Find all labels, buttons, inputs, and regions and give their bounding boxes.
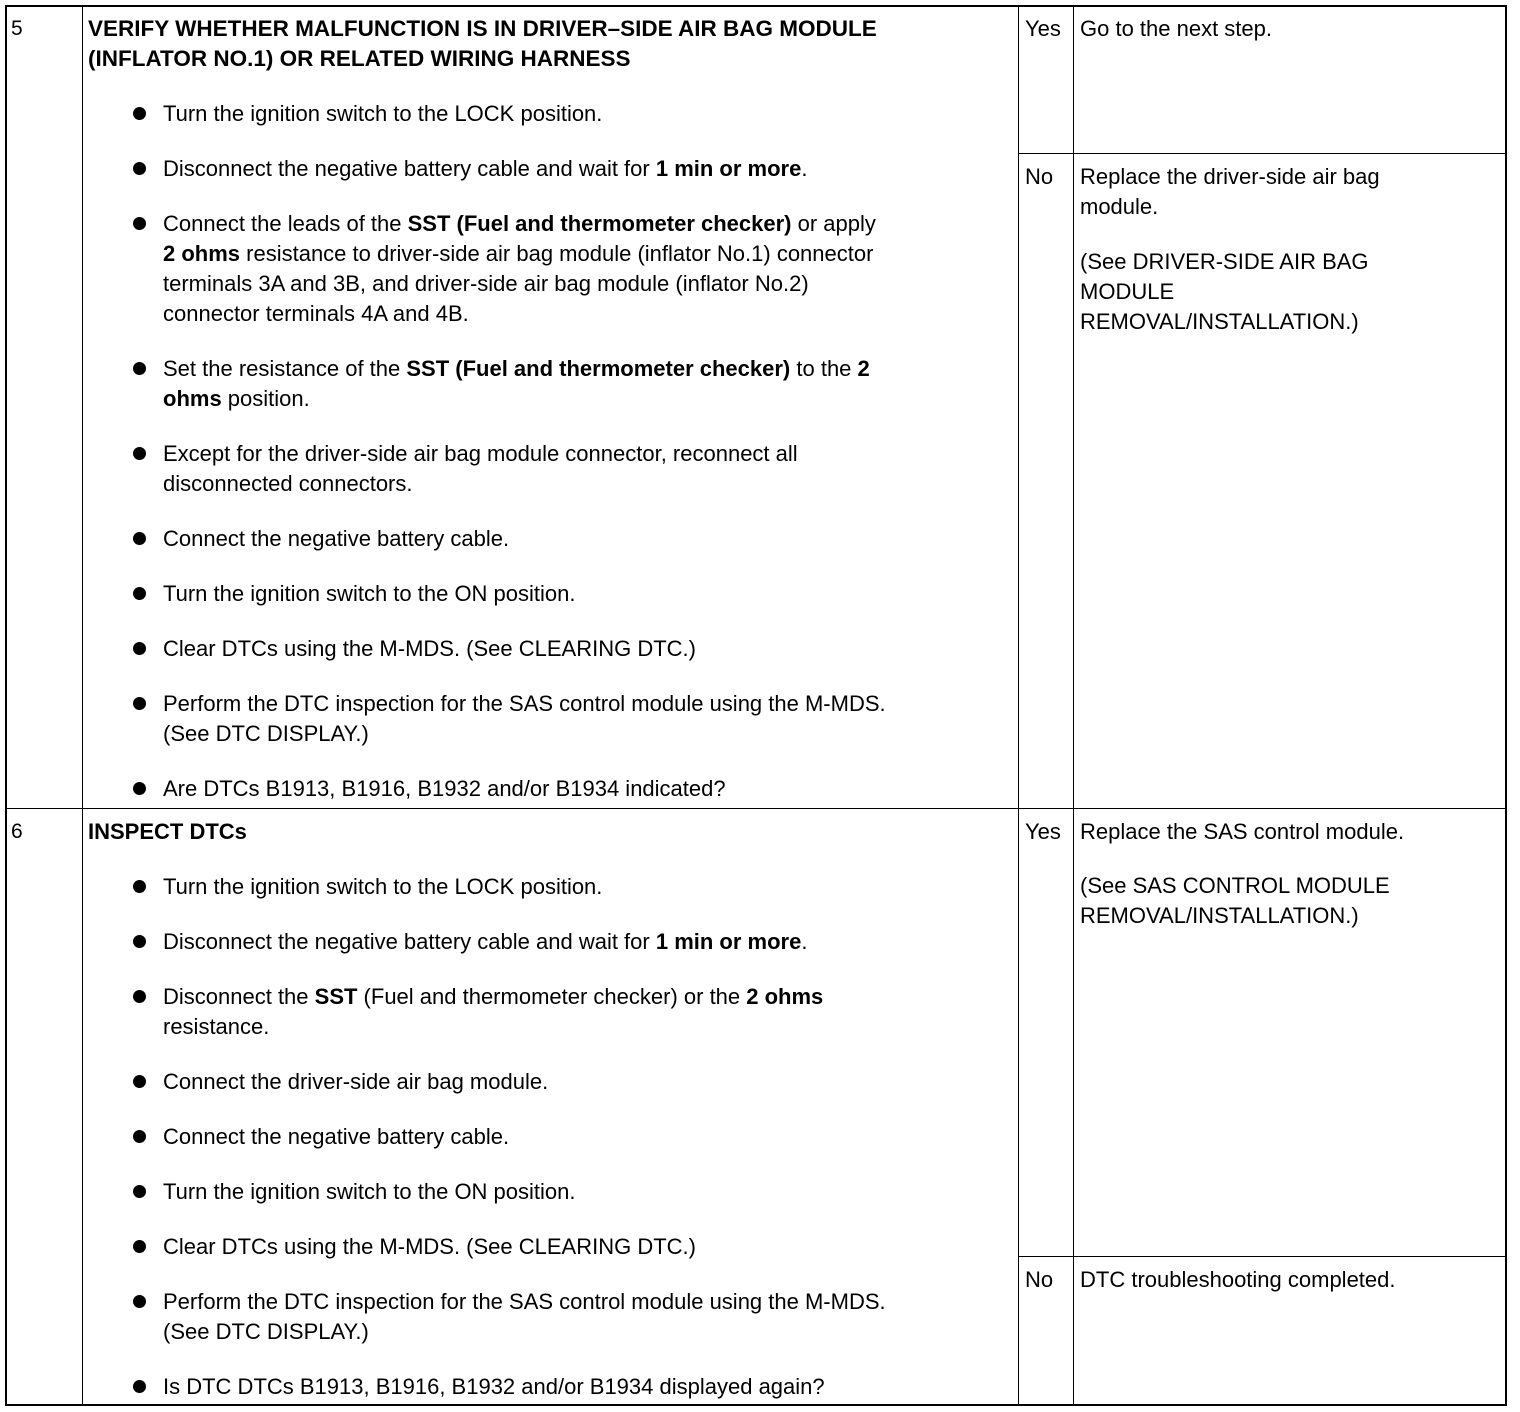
instruction-text: (See DTC DISPLAY.) [163, 721, 369, 746]
bullet-icon [133, 782, 146, 795]
instruction-text: Connect the leads of the SST (Fuel and thermometer checker) or apply [163, 211, 876, 236]
bullet-icon [133, 990, 146, 1003]
instruction-text: Disconnect the negative battery cable and wait for 1 min or more. [163, 156, 808, 181]
instruction-text: resistance. [163, 1014, 270, 1039]
row-divider-step5-step6 [5, 808, 1507, 809]
instruction-text: connector terminals 4A and 4B. [163, 301, 469, 326]
instruction-text: 2 ohms resistance to driver-side air bag module (inflator No.1) connector [163, 241, 874, 266]
bullet-icon [133, 880, 146, 893]
bullet-icon [133, 1130, 146, 1143]
yes-action: Replace the SAS control module. [1080, 819, 1405, 844]
bullet-icon [133, 1380, 146, 1393]
column-divider-result [1073, 5, 1074, 1406]
no-label: No [1025, 164, 1054, 189]
instruction-text: Connect the negative battery cable. [163, 1124, 510, 1149]
step-title: INSPECT DTCs [88, 819, 247, 844]
yes-reference: (See SAS CONTROL MODULE [1080, 873, 1390, 898]
instruction-text: disconnected connectors. [163, 471, 413, 496]
instruction-text: Except for the driver-side air bag module connector, reconnect all [163, 441, 798, 466]
step-number: 5 [11, 17, 23, 40]
no-action: DTC troubleshooting completed. [1080, 1267, 1396, 1292]
yes-action: Go to the next step. [1080, 16, 1273, 41]
instruction-text: Set the resistance of the SST (Fuel and thermometer checker) to the 2 [163, 356, 870, 381]
step-title: VERIFY WHETHER MALFUNCTION IS IN DRIVER–SIDE AIR BAG MODULE [88, 16, 877, 41]
instruction-text: Turn the ignition switch to the ON position. [163, 1179, 576, 1204]
instruction-text: Clear DTCs using the M-MDS. (See CLEARING DTC.) [163, 1234, 696, 1259]
instruction-text: Disconnect the SST (Fuel and thermometer checker) or the 2 ohms [163, 984, 824, 1009]
bullet-icon [133, 935, 146, 948]
no-reference: MODULE [1080, 279, 1175, 304]
column-divider-action [1018, 5, 1019, 1406]
instruction-text: Connect the driver-side air bag module. [163, 1069, 549, 1094]
no-label: No [1025, 1267, 1054, 1292]
bullet-icon [133, 587, 146, 600]
column-divider-step [82, 5, 83, 1406]
no-reference: REMOVAL/INSTALLATION.) [1080, 309, 1359, 334]
no-reference: (See DRIVER-SIDE AIR BAG [1080, 249, 1369, 274]
instruction-text: Turn the ignition switch to the ON position. [163, 581, 576, 606]
instruction-text: Perform the DTC inspection for the SAS control module using the M-MDS. [163, 691, 886, 716]
bullet-icon [133, 532, 146, 545]
yes-label: Yes [1025, 16, 1061, 41]
bullet-icon [133, 447, 146, 460]
bullet-icon [133, 1295, 146, 1308]
step-title: (INFLATOR NO.1) OR RELATED WIRING HARNESS [88, 46, 631, 71]
instruction-text: Disconnect the negative battery cable and wait for 1 min or more. [163, 929, 808, 954]
bullet-icon [133, 107, 146, 120]
instruction-text: terminals 3A and 3B, and driver-side air bag module (inflator No.2) [163, 271, 809, 296]
yes-label: Yes [1025, 819, 1061, 844]
instruction-text: Perform the DTC inspection for the SAS control module using the M-MDS. [163, 1289, 886, 1314]
instruction-text: (See DTC DISPLAY.) [163, 1319, 369, 1344]
instruction-text: Turn the ignition switch to the LOCK position. [163, 101, 603, 126]
instruction-text: Connect the negative battery cable. [163, 526, 510, 551]
bullet-icon [133, 162, 146, 175]
bullet-icon [133, 362, 146, 375]
instruction-text: ohms position. [163, 386, 310, 411]
instruction-text: Clear DTCs using the M-MDS. (See CLEARING DTC.) [163, 636, 696, 661]
bullet-icon [133, 217, 146, 230]
step-number: 6 [11, 820, 23, 843]
row-divider-step5-yes-no [1018, 153, 1507, 154]
bullet-icon [133, 642, 146, 655]
row-divider-step6-yes-no [1018, 1256, 1507, 1257]
yes-reference: REMOVAL/INSTALLATION.) [1080, 903, 1359, 928]
bullet-icon [133, 697, 146, 710]
instruction-question: Is DTC DTCs B1913, B1916, B1932 and/or B1934 displayed again? [163, 1374, 825, 1399]
bullet-icon [133, 1240, 146, 1253]
no-action: Replace the driver-side air bag [1080, 164, 1380, 189]
instruction-text: Turn the ignition switch to the LOCK position. [163, 874, 603, 899]
bullet-icon [133, 1075, 146, 1088]
no-action: module. [1080, 194, 1159, 219]
instruction-question: Are DTCs B1913, B1916, B1932 and/or B1934 indicated? [163, 776, 726, 801]
bullet-icon [133, 1185, 146, 1198]
